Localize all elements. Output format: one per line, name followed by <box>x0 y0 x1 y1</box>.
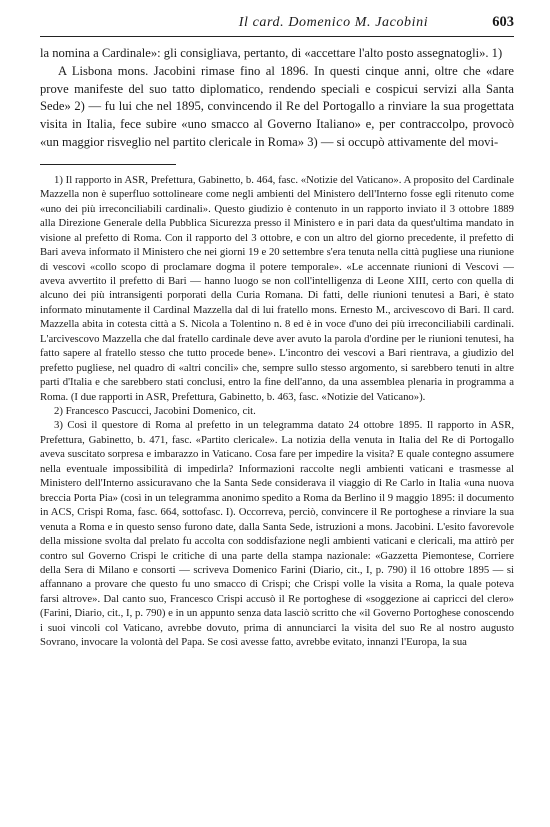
footnote-3: 3) Così il questore di Roma al prefetto in un telegramma datato 24 ottobre 1895. Il rapporto in ASR, Prefettura, Gabinetto, b. 471, fasc. «Partito clericale». La notizia della venuta in Italia del Re di Portogallo aveva suscitato sorpresa e imbarazzo in Vaticano. Cosa fare per impedire la visita? E quale contegno assumere nella eventuale impossibilità di impedirla? Informazioni raccolte negli ambienti vaticani e trasmesse al Ministero dell'Interno assicuravano che la Santa Sede considerava il viaggio di Re Carlo in Italia «una nuova breccia Porta Pia» (così in un telegramma anonimo spedito a Roma da Berlino il 9 maggio 1895: il documento in ACS, Crispi Roma, fasc. 664, sottofasc. I). Occorreva, perciò, convincere il Re portoghese a rinviare la sua venuta a Roma e in questo senso furono date, dalla Santa Sede, istruzioni a mons. Jacobini. L'esito favorevole della missione svolta dal prelato fu accolta con soddisfazione negli ambienti vaticani e clericali, ma attirò per contro sul Governo Crispi le critiche di una parte della stampa nazionale: «Gazzetta Piemontese, Corriere della Sera di Milano e consorti — scriveva Domenico Farini (Diario, cit., I, p. 790) il 16 ottobre 1895 — si affannano a provare che questo fu uno smacco di Crispi; che Crispi volle la visita a Roma, la quale poteva farsi altrove». Dal canto suo, Francesco Crispi accusò il Re portoghese di «soggezione ai capricci del clero» (Farini, Diario, cit., I, p. 790) e in un appunto senza data lasciò scritto che «il Governo Portoghese conoscendo i suoi vincoli col Vaticano, avrebbe dovuto, prima di annunciarci la visita del suo Re al nostro augusto Sovrano, invocare la volontà del Papa. Se così avesse fatto, avrebbe evitato, innanzi l'Europa, la sua <box>40 419 514 649</box>
body-paragraph-2: A Lisbona mons. Jacobini rimase fino al 1896. In questi cinque anni, oltre che «dare prove manifeste del suo tatto diplomatico, rendendo speciali e cospicui servizi alla Santa Sede» 2) — fu lui che nel 1895, convincendo il Re del Portogallo a rinviare la sua progettata visita in Italia, fece subire «uno smacco al Governo Italiano» e, per contraccolpo, provocò «un maggior risveglio nel partito clericale in Roma» 3) — si occupò attivamente del movi- <box>40 63 514 149</box>
footnote-2: 2) Francesco Pascucci, Jacobini Domenico, cit. <box>54 405 256 418</box>
footnote-1: 1) Il rapporto in ASR, Prefettura, Gabinetto, b. 464, fasc. «Notizie del Vaticano». A proposito del Cardinale Mazzella non è superfluo sottolineare come negli ambienti del Ministero dell'Interno fosse egli ritenuto come «uno dei più irreconciliabili cardinali». Questo giudizio è contenuto in un rapporto inviato il 3 ottobre 1889 alla Direzione Generale della Pubblica Sicurezza presso il Ministero e in pari data da quest'ultima mandato in visione al prefetto di Roma. Con il rapporto del 3 ottobre, e con un altro del giorno precedente, il prefetto di Bari aveva informato il Ministero che nei giorni 19 e 20 settembre s'era tenuta nella città pugliese una riunione di vescovi «collo scopo di proclamare dogma il potere temporale». «Le accennate riunioni di Vescovi — aveva avvertito il prefetto di Bari — hanno luogo se non coll'intelligenza di Leone XIII, certo con quella di alcuno dei più intransigenti porporati della Curia Romana. Di fatti, delle riunioni tenutesi a Bari, è stato informato minutamente il Cardinal Mazzella dal di lui fratello mons. Ernesto M., arcivescovo di Bari. Il card. Mazzella abita in cotesta città a S. Nicola a Tolentino n. 8 ed è in voce d'uno dei più irreconciliabili cardinali. L'arcivescovo Mazzella che dal fratello cardinale deve aver avuto la parola d'ordine per le riunioni tenutesi, ha fatto sapere al fratello stesso che tutto procede bene». L'incontro dei vescovi a Bari rientrava, a giudizio del prefetto pugliese, nel quadro di «altri concili» che, sempre sullo stesso argomento, si sarebbero tenuti in altre parti d'Italia e che sarebbero stati conclusi, entro la fine dell'anno, da una assemblea plenaria in programma a Roma. (I due rapporti in ASR, Prefettura, Gabinetto, b. 463, fasc. «Notizie del Vaticano»). <box>40 173 514 403</box>
footnotes <box>40 173 514 650</box>
page-number: 603 <box>492 14 514 30</box>
running-header <box>40 14 514 37</box>
body-paragraph-1: la nomina a Cardinale»: gli consigliava, pertanto, di «accettare l'alto posto assegnatogli». 1) <box>40 46 503 60</box>
book-page <box>40 14 514 650</box>
footnote-separator <box>40 164 176 165</box>
running-title: Il card. Domenico M. Jacobini <box>238 15 429 30</box>
main-text <box>40 45 514 152</box>
